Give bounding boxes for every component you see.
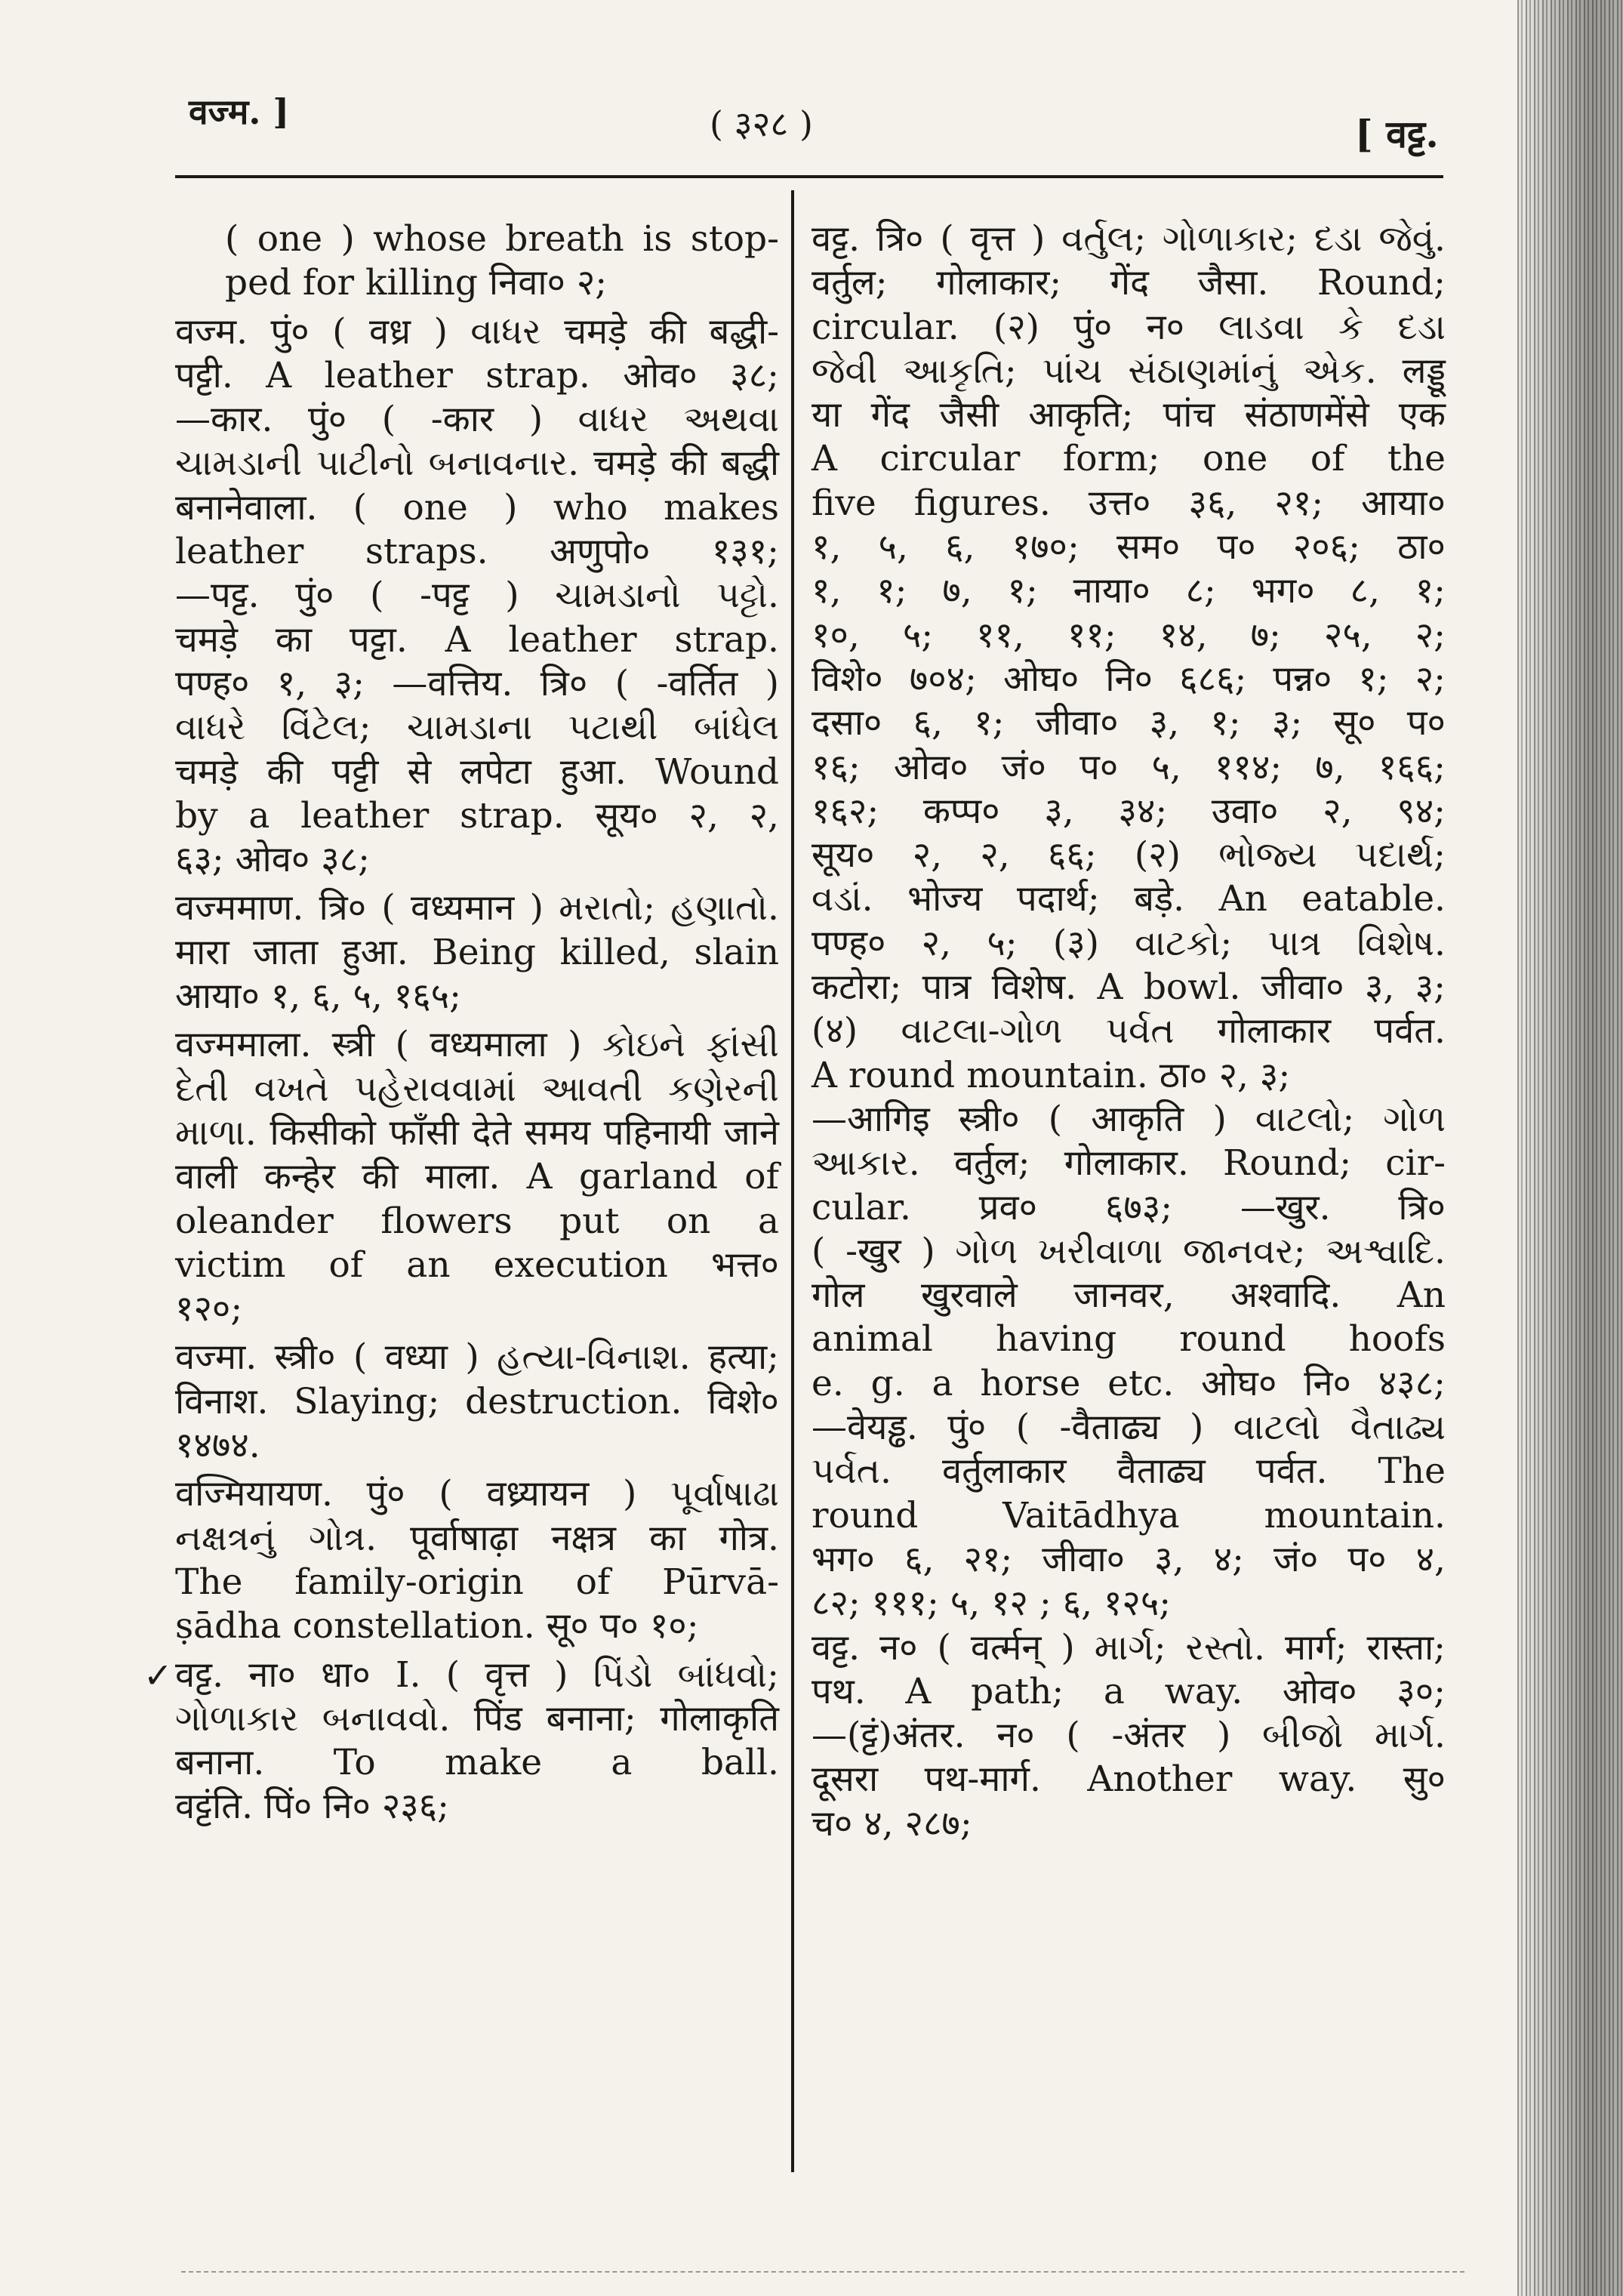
dictionary-entry: [812, 1626, 1446, 1846]
entry-line: ८२; १११; ५, १२ ; ६, १२५;: [812, 1583, 1172, 1625]
entry-line: १२०;: [175, 1288, 243, 1330]
dictionary-entry: [175, 310, 779, 883]
entry-line: five figures. उत्त० ३६, २१; आया०: [812, 482, 1446, 524]
entry-line: round Vaitādhya mountain.: [812, 1494, 1446, 1536]
entry-line: વાધરે વિંટેલ; ચામડાના પટાથી બાંધેલ: [175, 707, 779, 749]
left-running-headword: वज्म. ]: [189, 91, 290, 132]
entry-line: १, ५, ६, १७०; सम० प० २०६; ठा०: [812, 526, 1446, 569]
entry-line: १०, ५; ११, ११; १४, ७; २५, २;: [812, 614, 1446, 656]
entry-line: वट्ट. न० ( वर्त्मन् ) માર્ગ; રસ્તો. मार्ग; रास्ता;: [812, 1626, 1446, 1669]
entry-line: —पट्ट. पुं० ( -पट्ट ) ચામડાનો પટ્ટો.: [175, 575, 779, 617]
dictionary-entry: [175, 1472, 779, 1648]
entry-line: दूसरा पथ-मार्ग. Another way. सु०: [812, 1758, 1446, 1801]
entry-line: A circular form; one of the: [812, 438, 1446, 480]
entry-line: वाली कन्हेर की माला. A garland of: [175, 1156, 779, 1198]
entry-line: oleander flowers put on a: [175, 1200, 779, 1242]
entry-line: वट्टंति. पिं० नि० २३६;: [175, 1786, 449, 1828]
entry-line: victim of an execution भत्त०: [175, 1244, 779, 1286]
page-header: [0, 82, 1510, 165]
entry-line: જેવી આકૃતિ; પાંચ સંઠાણમાંનું એક. लड्डू: [812, 350, 1446, 392]
entry-line: चमड़े का पट्टा. A leather strap.: [175, 618, 779, 661]
entry-line: १४७४.: [175, 1425, 260, 1467]
entry-line: गोल खुरवाले जानवर, अश्वादि. An: [812, 1274, 1446, 1317]
entry-line: या गेंद जैसी आकृति; पांच संठाणमेंसे एक: [812, 394, 1446, 436]
entry-line: (४) વાટલા-ગોળ પર્વત गोलाकार पर्वत.: [812, 1010, 1446, 1052]
bottom-edge-line: [181, 2271, 1464, 2273]
entry-line: पण्ह० २, ५; (३) વાટકો; પાત્ર વિશેષ.: [812, 922, 1446, 964]
entry-line: बनाना. To make a ball.: [175, 1742, 779, 1784]
entry-line: १, १; ७, १; नाया० ८; भग० ८, १;: [812, 570, 1446, 612]
entry-line: १६२; कप्प० ३, ३४; उवा० २, ९४;: [812, 790, 1446, 832]
entry-line: पथ. A path; a way. ओव० ३०;: [812, 1670, 1446, 1712]
dictionary-entry: [175, 1336, 779, 1468]
dictionary-entry: [175, 217, 779, 306]
entry-line: —(ट्टं)अंतर. न० ( -अंतर ) બીજો માર્ગ.: [812, 1715, 1446, 1757]
scan-edge-shadow: [1517, 0, 1623, 2296]
entry-line: आया० १, ६, ५, १६५;: [175, 975, 461, 1018]
entry-line: वज्मा. स्त्री० ( वध्या ) હત્યા-વિનાશ. हत्या;: [175, 1336, 779, 1379]
entry-line: सूय० २, २, ६६; (२) ભોજ્ય પદાર્થ;: [812, 834, 1446, 877]
entry-line: દેતી વખતે પહેરાવવામાં આવતી કણેરની: [175, 1068, 779, 1110]
entry-line: मारा जाता हुआ. Being killed, slain: [175, 931, 779, 973]
header-rule: [175, 175, 1443, 178]
entry-line: ṣādha constellation. सू० प० १०;: [175, 1605, 699, 1647]
entry-line: નક્ષત્રનું ગોત્ર. पूर्वाषाढ़ा नक्षत्र का गोत्र.: [175, 1517, 779, 1559]
entry-line: માળા. किसीको फाँसी देते समय पहिनायी जाने: [175, 1111, 779, 1154]
entry-line: ped for killing निवा० २;: [225, 262, 608, 304]
entry-line: —आगिइ स्त्री० ( आकृति ) વાટલો; ગોળ: [812, 1098, 1446, 1140]
entry-line: by a leather strap. सूय० २, २,: [175, 794, 779, 837]
entry-line: वज्ममाला. स्त्री ( वध्यमाला ) કોઇને ફાંસી: [175, 1024, 779, 1066]
dictionary-entry: [175, 1023, 779, 1331]
entry-line: e. g. a horse etc. ओघ० नि० ४३८;: [812, 1362, 1446, 1404]
entry-line: circular. (२) पुं० न० લાડવા કે દડા: [812, 306, 1446, 348]
entry-line: वट्ट. ना० धा० I. ( वृत्त ) પિંડો બાંધવો;: [175, 1653, 779, 1696]
right-running-headword: [ वट्ट.: [1355, 112, 1439, 156]
entry-line: leather straps. अणुपो० १३१;: [175, 531, 779, 573]
entry-line: —कार. पुं० ( -कार ) વાધર અથવા: [175, 399, 779, 441]
entry-line: વડાં. भोज्य पदार्थ; बड़े. An eatable.: [812, 878, 1446, 920]
entry-line: ( -खुर ) ગોળ ખરીવાળા જાનવર; અશ્વાદિ.: [812, 1230, 1446, 1272]
entry-line: The family-origin of Pūrvā-: [175, 1561, 779, 1603]
entry-line: विशे० ७०४; ओघ० नि० ६८६; पन्न० १; २;: [812, 658, 1446, 700]
entry-line: दसा० ६, १; जीवा० ३, १; ३; सू० प०: [812, 702, 1446, 744]
entry-line: A round mountain. ठा० २, ३;: [812, 1054, 1291, 1096]
entry-line: આકાર. वर्तुल; गोलाकार. Round; cir-: [812, 1142, 1446, 1185]
dictionary-entry: [175, 886, 779, 1019]
entry-line: ६३; ओव० ३८;: [175, 839, 370, 881]
entry-line: पण्ह० १, ३; —वत्तिय. त्रि० ( -वर्तित ): [175, 662, 779, 704]
entry-line: वज्म. पुं० ( वध्र ) વાધર चमड़े की बद्धी-: [175, 310, 779, 353]
entry-line: वर्तुल; गोलाकार; गेंद जैसा. Round;: [812, 262, 1446, 304]
left-column: [143, 217, 779, 1834]
entry-line: कटोरा; पात्र विशेष. A bowl. जीवा० ३, ३;: [812, 966, 1446, 1009]
entry-line: —वेयड्ढ. पुं० ( -वैताढ्य ) વાટલો વૈતાઢ્ય: [812, 1407, 1446, 1449]
entry-line: cular. प्रव० ६७३; —खुर. त्रि०: [812, 1186, 1446, 1228]
entry-line: पट्टी. A leather strap. ओव० ३८;: [175, 354, 779, 396]
entry-line: भग० ६, २१; जीवा० ३, ४; जं० प० ४,: [812, 1538, 1446, 1580]
entry-line: animal having round hoofs: [812, 1318, 1446, 1361]
entry-line: ગોળાકાર બનાવવો. पिंड बनाना; गोलाकृति: [175, 1697, 779, 1740]
column-divider: [791, 190, 794, 2172]
entry-line: १६; ओव० जं० प० ५, ११४; ७, १६६;: [812, 746, 1446, 788]
check-mark: ✓: [143, 1654, 173, 1696]
entry-line: बनानेवाला. ( one ) who makes: [175, 486, 779, 529]
entry-line: वज्ममाण. त्रि० ( वध्यमान ) મરાતો; હણાતો.: [175, 887, 779, 929]
dictionary-entry: [143, 1653, 779, 1829]
entry-line: પર્વત. वर्तुलाकार वैताढ्य पर्वत. The: [812, 1450, 1446, 1493]
entry-line: च० ४, २८७;: [812, 1802, 972, 1845]
entry-line: वट्ट. त्रि० ( वृत्त ) વર્તુલ; ગોળાકાર; દડા જેવું.: [812, 218, 1446, 260]
entry-line: वज्मियायण. पुं० ( वध्र्यायन ) પૂર્વાષાઢા: [175, 1473, 779, 1515]
entry-line: विनाश. Slaying; destruction. विशे०: [175, 1380, 779, 1422]
entry-line: ચામડાની પાટીનો બનાવનાર. चमड़े की बद्धी: [175, 442, 779, 485]
page-number: ( ३२८ ): [710, 103, 813, 144]
entry-line: चमड़े की पट्टी से लपेटा हुआ. Wound: [175, 750, 779, 793]
dictionary-entry: [812, 217, 1446, 1098]
entry-line: ( one ) whose breath is stop-: [225, 218, 779, 260]
dictionary-entry: [812, 1098, 1446, 1626]
right-column: [812, 217, 1446, 1846]
